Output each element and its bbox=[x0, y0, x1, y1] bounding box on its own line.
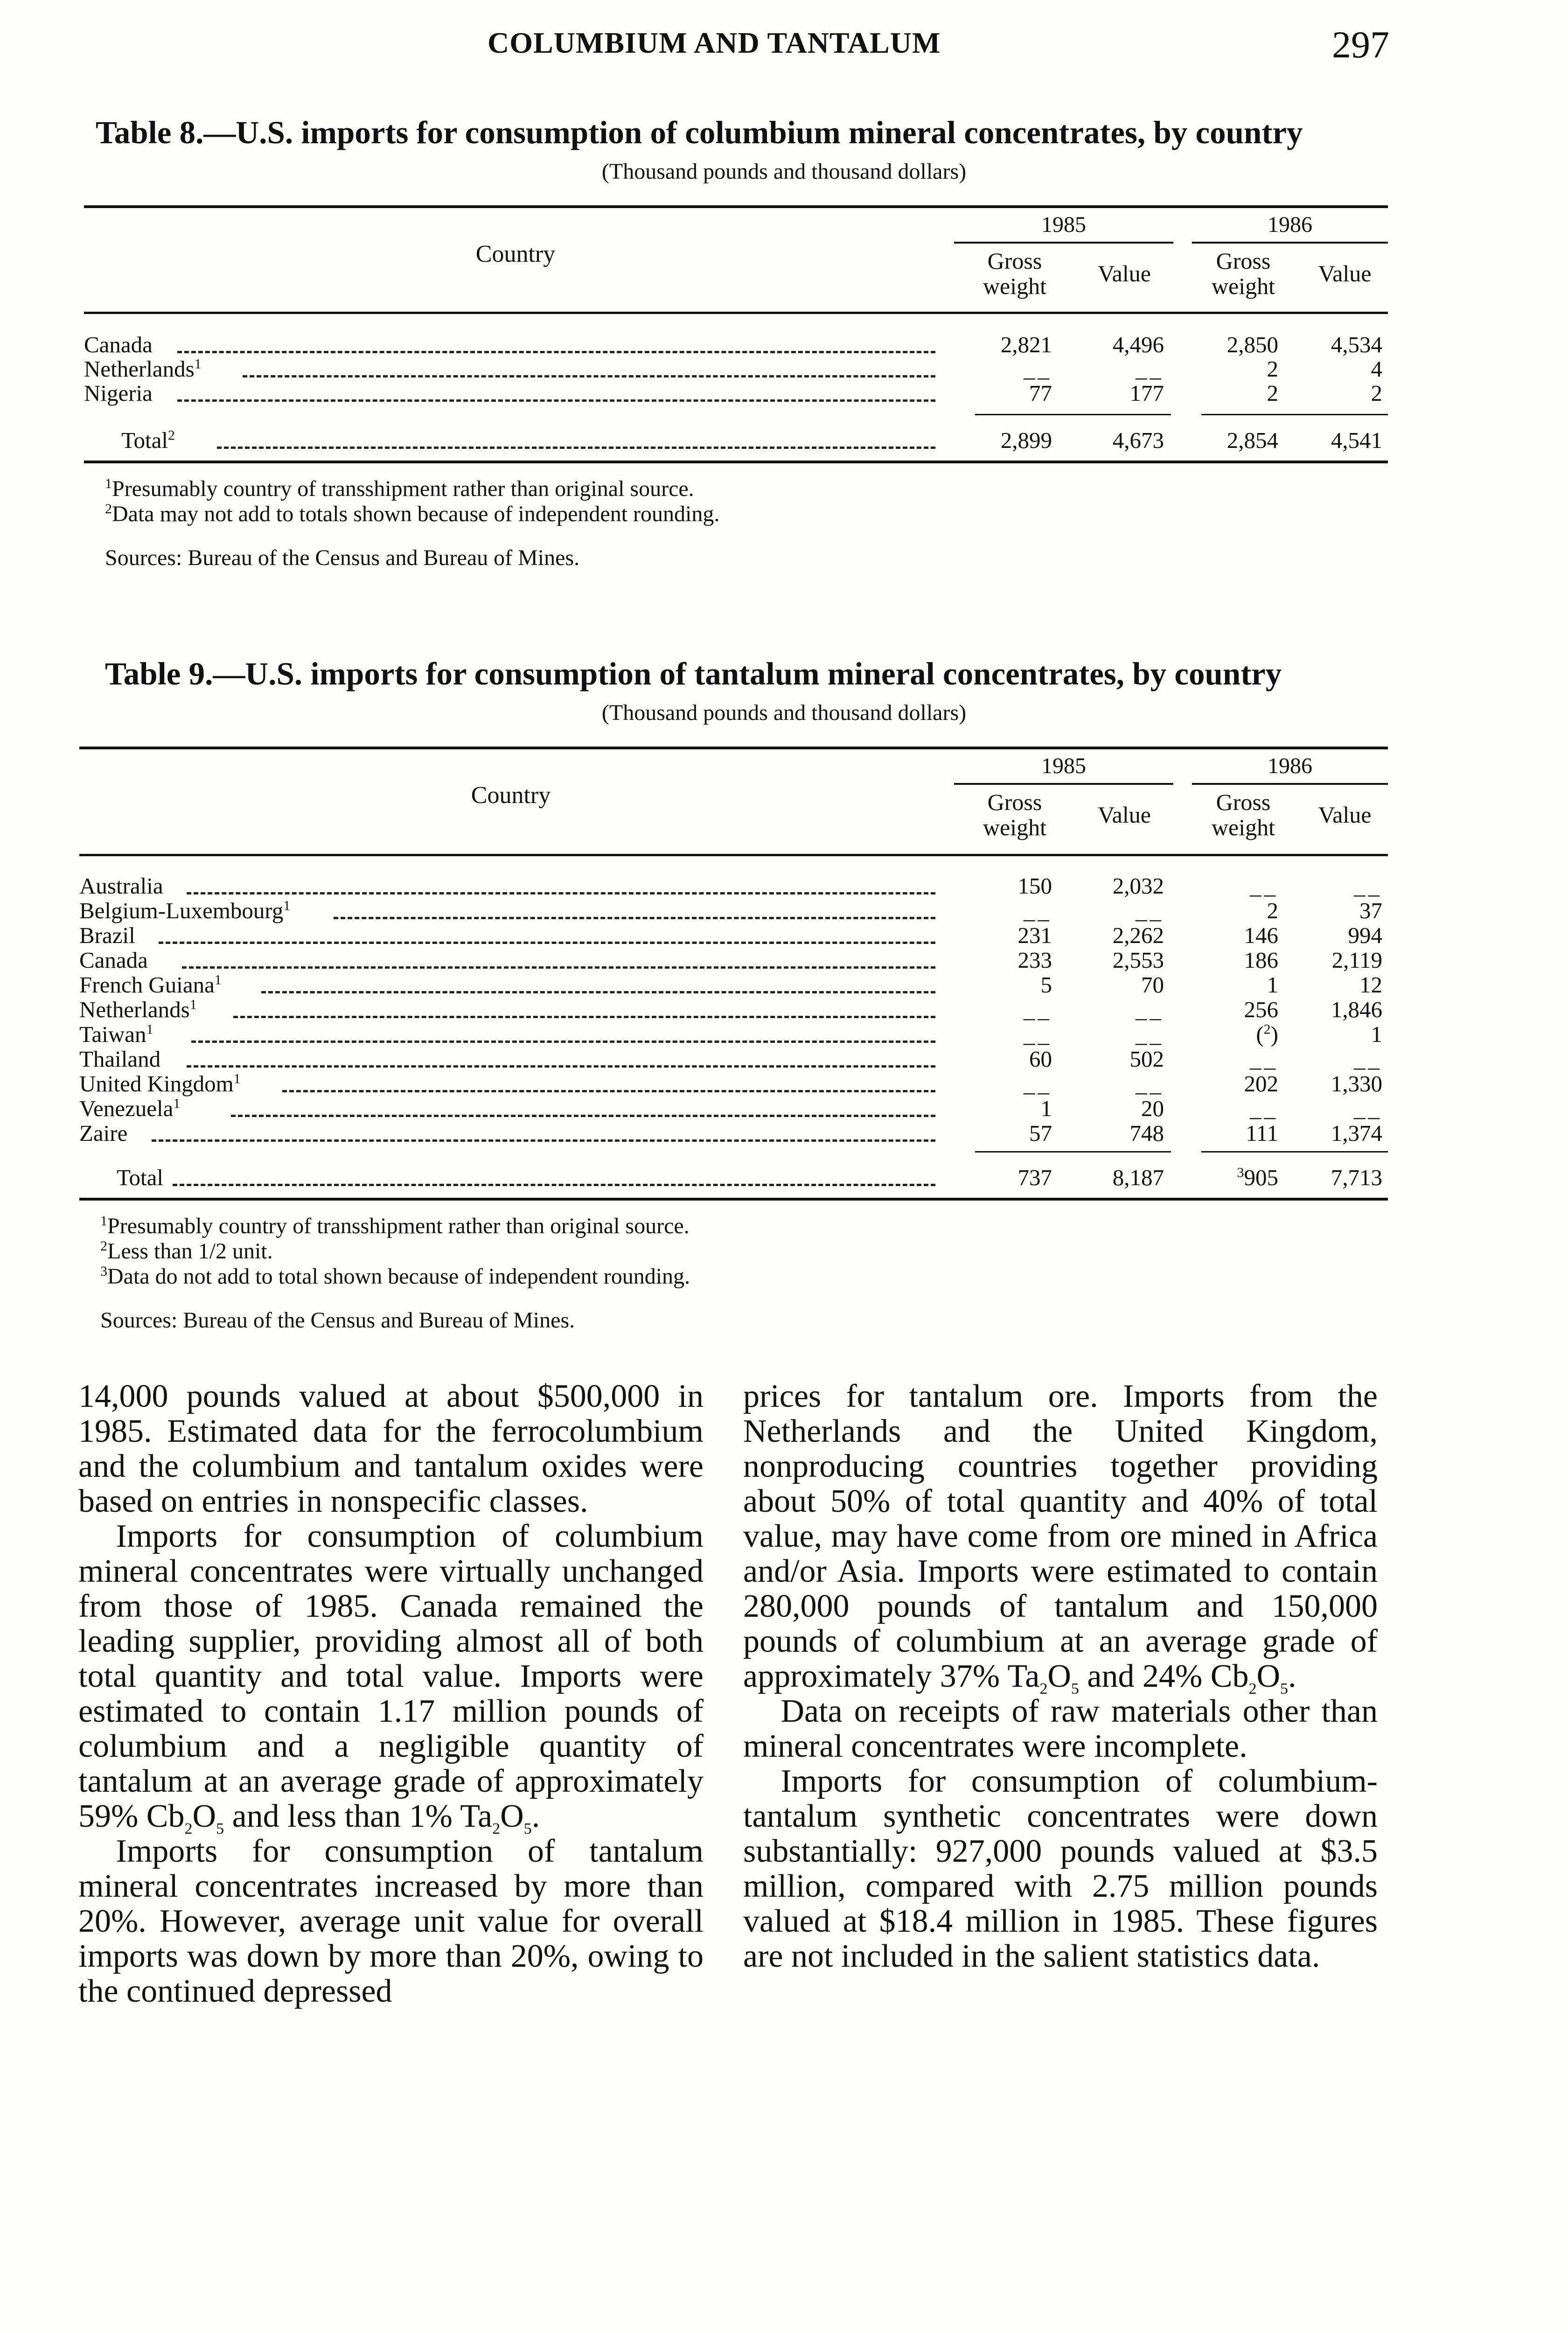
value-1985: __ bbox=[1136, 1021, 1164, 1047]
value-1986-header: Value bbox=[1318, 260, 1372, 286]
country-name: Venezuela$^1$ bbox=[79, 1096, 181, 1121]
value-1986: 12 bbox=[1359, 972, 1382, 998]
country-name: Netherlands$^1$ bbox=[84, 356, 202, 382]
total-label: Total bbox=[117, 1165, 163, 1190]
subscript-digit: 2 bbox=[184, 1820, 193, 1837]
total-value-1986: 4,541 bbox=[1331, 427, 1382, 453]
body-paragraph: 14,000 pounds valued at about $500,000 in 1985. Estimated data for the ferrocolumbium and the columbium and tantalum oxides were based on entries in nonspecific classes. bbox=[78, 1378, 704, 1519]
year-1986-rule bbox=[1192, 242, 1388, 244]
gross-weight-1985: 5 bbox=[1040, 972, 1052, 998]
header-bottom-rule bbox=[79, 854, 1388, 856]
footnote: $^2$Data may not add to totals shown because of independent rounding. bbox=[105, 501, 720, 526]
total-label: Total$^2$ bbox=[121, 427, 175, 453]
table-title: Table 9.—U.S. imports for consumption of tantalum mineral concentrates, by country bbox=[105, 656, 1282, 692]
country-footnote-mark: 1 bbox=[283, 898, 291, 914]
table-title: Table 8.—U.S. imports for consumption of columbium mineral concentrates, by country bbox=[96, 115, 1303, 150]
body-paragraph: Data on receipts of raw materials other than mineral concentrates were incomplete. bbox=[743, 1693, 1378, 1764]
gross-weight-1985-header: Gross weight bbox=[983, 789, 1047, 840]
footnote-mark: 2 bbox=[105, 501, 112, 517]
dot-leader bbox=[187, 892, 935, 894]
dot-leader bbox=[191, 1041, 935, 1043]
country-name: United Kingdom$^1$ bbox=[79, 1071, 241, 1097]
header-bottom-rule bbox=[84, 312, 1388, 314]
value-1986: __ bbox=[1354, 1046, 1382, 1072]
country-footnote-mark: 1 bbox=[146, 1021, 153, 1037]
value-1985: 4,496 bbox=[1112, 332, 1164, 357]
total-footnote-mark: 2 bbox=[168, 427, 175, 443]
country-name: Netherlands$^1$ bbox=[79, 997, 197, 1022]
value-1986: 2,119 bbox=[1331, 947, 1382, 973]
country-name: Nigeria bbox=[84, 380, 153, 406]
total-gross-weight-1985: 737 bbox=[1017, 1165, 1052, 1190]
body-paragraph: prices for tantalum ore. Imports from the Netherlands and the United Kingdom, nonproducing countries together providing about 50% of total quantity and 40% of total value, may have come from ore mined in Africa and/or Asia. Imports were estimated to contain 280,000 pounds of tantalum and 150,000 pounds of columbium at an average grade of approximately 37% $Ta_2O_5$ and 24% $Cb_2O_5$. bbox=[743, 1378, 1378, 1697]
gross-weight-1985: 1 bbox=[1040, 1096, 1052, 1121]
dot-leader bbox=[217, 447, 935, 449]
dot-leader bbox=[152, 1139, 935, 1142]
footnote: $^2$Less than 1/2 unit. bbox=[100, 1238, 273, 1264]
dot-leader bbox=[177, 399, 935, 402]
total-value-1985: 8,187 bbox=[1112, 1165, 1164, 1190]
value-1985-header: Value bbox=[1098, 260, 1151, 286]
gross-weight-1985: 233 bbox=[1017, 947, 1052, 973]
value-1986: 1,330 bbox=[1331, 1071, 1382, 1097]
subscript-digit: 5 bbox=[216, 1820, 224, 1837]
gross-weight-1986-header: Gross weight bbox=[1211, 248, 1275, 299]
dot-leader bbox=[334, 917, 935, 919]
gross-weight-1986: 1 bbox=[1267, 972, 1278, 998]
dot-leader bbox=[282, 1090, 935, 1092]
value-1986: 1,846 bbox=[1331, 997, 1382, 1022]
footnote: $^1$Presumably country of transshipment rather than original source. bbox=[100, 1213, 690, 1238]
value-1986: 1 bbox=[1371, 1021, 1382, 1047]
value-1985: __ bbox=[1136, 356, 1164, 382]
footnote-mark: 3 bbox=[100, 1264, 107, 1279]
table-top-rule bbox=[84, 205, 1388, 208]
table-top-rule bbox=[79, 747, 1388, 749]
subscript-digit: 5 bbox=[1071, 1680, 1079, 1697]
table-subtitle: (Thousand pounds and thousand dollars) bbox=[601, 700, 967, 725]
gross-weight-1986: 186 bbox=[1244, 947, 1278, 973]
value-1986: 4 bbox=[1371, 356, 1382, 382]
dot-leader bbox=[187, 1065, 935, 1068]
body-paragraph: Imports for consumption of columbium-tantalum synthetic concentrates were down substantially: 927,000 pounds valued at $3.5 million, compared with 2.75 million pounds valued at $18.4 million in 1985. These figures are not included in the salient statistics data. bbox=[743, 1763, 1378, 1974]
gross-weight-1985: 150 bbox=[1017, 873, 1052, 899]
dot-leader bbox=[243, 375, 935, 377]
country-footnote-mark: 1 bbox=[214, 972, 222, 988]
gross-weight-1985: __ bbox=[1024, 997, 1052, 1022]
value-1985: __ bbox=[1136, 997, 1164, 1022]
subscript-digit: 2 bbox=[1039, 1680, 1048, 1697]
value-1985: 177 bbox=[1129, 380, 1164, 406]
value-1985: 2,032 bbox=[1112, 873, 1164, 899]
table-bottom-rule bbox=[84, 461, 1388, 463]
gross-weight-1986: ($^2$) bbox=[1256, 1021, 1278, 1047]
dot-leader bbox=[261, 991, 935, 993]
total-gross-weight-1985: 2,899 bbox=[1000, 427, 1052, 453]
page-number: 297 bbox=[1332, 23, 1389, 66]
body-paragraph: Imports for consumption of columbium mineral concentrates were virtually unchanged from those of 1985. Canada remained the leading supplier, providing almost all of both total quantity and total value. Imports were estimated to contain 1.17 million pounds of columbium and a negligible quantity of tantalum at an average grade of approximately 59% $Cb_2O_5$ and less than 1% $Ta_2O_5$. bbox=[78, 1518, 704, 1837]
value-1985: __ bbox=[1136, 1071, 1164, 1097]
value-1986: 1,374 bbox=[1331, 1120, 1382, 1146]
value-1986: __ bbox=[1354, 873, 1382, 899]
country-name: Zaire bbox=[79, 1120, 128, 1146]
table-subtitle: (Thousand pounds and thousand dollars) bbox=[601, 159, 967, 184]
country-footnote-mark: 1 bbox=[189, 997, 197, 1013]
subscript-digit: 2 bbox=[1248, 1680, 1257, 1697]
country-column-header: Country bbox=[471, 782, 551, 809]
dot-leader bbox=[177, 351, 935, 353]
country-name: Australia bbox=[79, 873, 163, 899]
total-value-1986: 7,713 bbox=[1331, 1165, 1382, 1190]
value-1985: 502 bbox=[1129, 1046, 1164, 1072]
gross-weight-1986-header: Gross weight bbox=[1211, 789, 1275, 840]
sources-note: Sources: Bureau of the Census and Bureau of Mines. bbox=[100, 1308, 575, 1333]
gross-weight-1986-sup: 2 bbox=[1263, 1021, 1271, 1037]
gross-weight-1986: 2,850 bbox=[1227, 332, 1278, 357]
value-1986-header: Value bbox=[1318, 802, 1372, 828]
sources-note: Sources: Bureau of the Census and Bureau of Mines. bbox=[105, 545, 580, 570]
footnote-mark: 2 bbox=[100, 1238, 107, 1254]
dot-leader bbox=[159, 942, 935, 944]
year-1986-header: 1986 bbox=[1268, 212, 1312, 237]
body-right-column bbox=[743, 1379, 1378, 1974]
value-1985: 2,553 bbox=[1112, 947, 1164, 973]
value-1985: 20 bbox=[1141, 1096, 1164, 1121]
gross-weight-1985: 231 bbox=[1017, 922, 1052, 948]
gross-weight-1986: 146 bbox=[1244, 922, 1278, 948]
body-paragraph: Imports for consumption of tantalum mineral concentrates increased by more than 20%. However, average unit value for overall imports was down by more than 20%, owing to the continued depressed bbox=[78, 1833, 704, 2009]
gross-weight-1985: __ bbox=[1024, 356, 1052, 382]
subscript-digit: 5 bbox=[523, 1820, 532, 1837]
country-footnote-mark: 1 bbox=[173, 1096, 181, 1111]
gross-weight-1986: 256 bbox=[1244, 997, 1278, 1022]
footnote: $^3$Data do not add to total shown because of independent rounding. bbox=[100, 1264, 690, 1289]
total-top-rule-1986 bbox=[1201, 1151, 1388, 1153]
total-gross-weight-1986-sup: 3 bbox=[1237, 1165, 1244, 1180]
footnote-mark: 1 bbox=[105, 476, 112, 491]
country-name: Taiwan$^1$ bbox=[79, 1021, 153, 1047]
gross-weight-1985: 2,821 bbox=[1000, 332, 1052, 357]
value-1985: 70 bbox=[1141, 972, 1164, 998]
year-1986-rule bbox=[1192, 783, 1388, 785]
total-gross-weight-1986: $^3$905 bbox=[1237, 1165, 1278, 1190]
dot-leader bbox=[233, 1016, 935, 1018]
country-column-header: Country bbox=[475, 241, 556, 267]
value-1985: __ bbox=[1136, 898, 1164, 923]
gross-weight-1985: __ bbox=[1024, 1071, 1052, 1097]
country-name: Thailand bbox=[79, 1046, 161, 1072]
gross-weight-1985-header: Gross weight bbox=[983, 248, 1047, 299]
body-left-column bbox=[78, 1379, 704, 2009]
year-1985-rule bbox=[954, 242, 1173, 244]
dot-leader bbox=[173, 1184, 935, 1186]
total-top-rule-1985 bbox=[975, 1151, 1171, 1153]
running-head bbox=[0, 23, 1568, 77]
subscript-digit: 5 bbox=[1280, 1680, 1289, 1697]
gross-weight-1986: 2 bbox=[1267, 898, 1278, 923]
year-1985-header: 1985 bbox=[1041, 212, 1086, 237]
gross-weight-1986: 202 bbox=[1244, 1071, 1278, 1097]
gross-weight-1986: 2 bbox=[1267, 380, 1278, 406]
year-1985-header: 1985 bbox=[1041, 754, 1086, 778]
gross-weight-1985: 77 bbox=[1029, 380, 1052, 406]
gross-weight-1986: __ bbox=[1250, 873, 1278, 899]
value-1986: 37 bbox=[1359, 898, 1382, 923]
value-1985: 2,262 bbox=[1112, 922, 1164, 948]
value-1985: 748 bbox=[1129, 1120, 1164, 1146]
year-1986-header: 1986 bbox=[1268, 754, 1312, 778]
table-bottom-rule bbox=[79, 1198, 1388, 1201]
country-name: Belgium-Luxembourg$^1$ bbox=[79, 898, 291, 923]
value-1986: __ bbox=[1354, 1096, 1382, 1121]
country-footnote-mark: 1 bbox=[233, 1071, 241, 1087]
value-1986: 2 bbox=[1371, 380, 1382, 406]
country-name: French Guiana$^1$ bbox=[79, 972, 222, 998]
value-1985-header: Value bbox=[1098, 802, 1151, 828]
total-value-1985: 4,673 bbox=[1112, 427, 1164, 453]
total-top-rule-1985 bbox=[975, 414, 1171, 415]
country-name: Canada bbox=[84, 332, 153, 357]
running-title: COLUMBIUM AND TANTALUM bbox=[488, 26, 941, 59]
country-name: Canada bbox=[79, 947, 148, 973]
footnote: $^1$Presumably country of transshipment rather than original source. bbox=[105, 476, 694, 501]
subscript-digit: 2 bbox=[492, 1820, 501, 1837]
total-top-rule-1986 bbox=[1201, 414, 1388, 415]
gross-weight-1986: __ bbox=[1250, 1046, 1278, 1072]
gross-weight-1985: 57 bbox=[1029, 1120, 1052, 1146]
year-1985-rule bbox=[954, 783, 1173, 785]
gross-weight-1985: __ bbox=[1024, 898, 1052, 923]
footnote-mark: 1 bbox=[100, 1213, 107, 1229]
gross-weight-1986: 2 bbox=[1267, 356, 1278, 382]
dot-leader bbox=[231, 1115, 935, 1117]
gross-weight-1986: __ bbox=[1250, 1096, 1278, 1121]
country-name: Brazil bbox=[79, 922, 135, 948]
value-1986: 4,534 bbox=[1331, 332, 1382, 357]
country-footnote-mark: 1 bbox=[194, 356, 202, 372]
gross-weight-1985: 60 bbox=[1029, 1046, 1052, 1072]
total-gross-weight-1986: 2,854 bbox=[1227, 427, 1278, 453]
gross-weight-1985: __ bbox=[1024, 1021, 1052, 1047]
gross-weight-1986: 111 bbox=[1246, 1120, 1278, 1146]
value-1986: 994 bbox=[1348, 922, 1382, 948]
dot-leader bbox=[182, 966, 935, 969]
